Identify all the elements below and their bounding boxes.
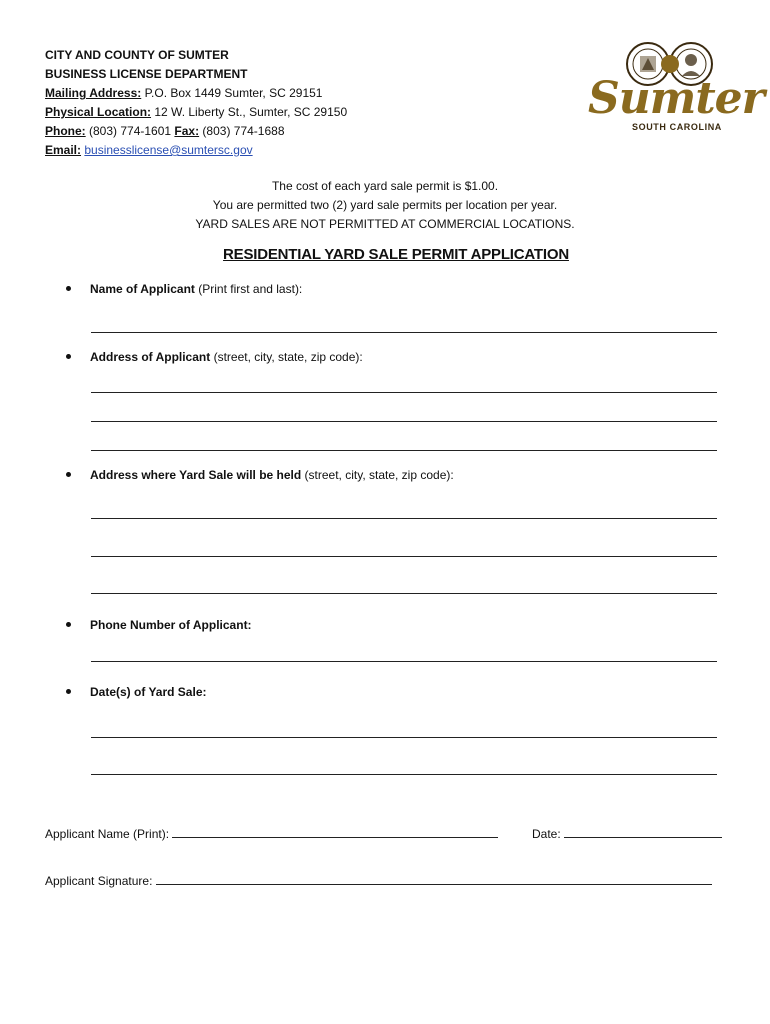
logo-wordmark: Sumter: [588, 73, 764, 124]
fax-value: (803) 774-1688: [199, 124, 285, 138]
phone-value: (803) 774-1601: [85, 124, 175, 138]
applicant-address-line-2[interactable]: [91, 421, 717, 422]
yard-sale-dates-line-2[interactable]: [91, 774, 717, 775]
mailing-address-value: P.O. Box 1449 Sumter, SC 29151: [141, 86, 323, 100]
email-link[interactable]: businesslicense@sumtersc.gov: [84, 143, 253, 157]
logo-subtitle: SOUTH CAROLINA: [632, 122, 722, 132]
bullet-icon: [66, 622, 71, 627]
yard-sale-dates-line-1[interactable]: [91, 737, 717, 738]
date-line[interactable]: [564, 825, 722, 838]
date-label: Date:: [532, 827, 565, 841]
field-label: Name of Applicant: [90, 282, 195, 296]
field-phone-number: [66, 617, 252, 633]
physical-location-label: Physical Location:: [45, 105, 152, 119]
bullet-icon: [66, 286, 71, 291]
email: [45, 141, 347, 160]
signature-line[interactable]: [156, 872, 712, 885]
permit-limit-notice: You are permitted two (2) yard sale permits per location per year.: [212, 198, 558, 212]
email-label: Email:: [45, 143, 82, 157]
physical-location: [45, 103, 347, 122]
applicant-name-line[interactable]: [91, 332, 717, 333]
mailing-address-label: Mailing Address:: [45, 86, 142, 100]
yard-sale-address-line-2[interactable]: [91, 556, 717, 557]
phone-number-line[interactable]: [91, 661, 717, 662]
applicant-name-print-row: [45, 825, 498, 842]
header-block: [45, 46, 347, 160]
field-label: Date(s) of Yard Sale:: [90, 685, 207, 699]
permit-cost-notice: The cost of each yard sale permit is $1.00.: [271, 179, 499, 193]
fax-label: Fax:: [174, 124, 200, 138]
form-title: RESIDENTIAL YARD SALE PERMIT APPLICATION: [223, 246, 569, 263]
sumter-logo: [588, 40, 764, 138]
field-hint: (Print first and last):: [194, 282, 303, 296]
field-yard-sale-address: [66, 467, 454, 483]
phone-label: Phone:: [45, 124, 86, 138]
applicant-address-line-1[interactable]: [91, 392, 717, 393]
bullet-icon: [66, 354, 71, 359]
field-name-of-applicant: [66, 281, 302, 297]
phone-fax: [45, 122, 347, 141]
field-label: Address where Yard Sale will be held: [90, 468, 302, 482]
applicant-address-line-3[interactable]: [91, 450, 717, 451]
applicant-name-print-line[interactable]: [172, 825, 498, 838]
field-label: Phone Number of Applicant:: [90, 618, 252, 632]
bullet-icon: [66, 472, 71, 477]
applicant-name-print-label: Applicant Name (Print):: [45, 827, 173, 841]
signature-row: [45, 872, 712, 889]
physical-location-value: 12 W. Liberty St., Sumter, SC 29150: [151, 105, 348, 119]
yard-sale-address-line-1[interactable]: [91, 518, 717, 519]
field-label: Address of Applicant: [90, 350, 211, 364]
date-row: [532, 825, 722, 842]
field-yard-sale-dates: [66, 684, 206, 700]
field-address-of-applicant: [66, 349, 363, 365]
signature-label: Applicant Signature:: [45, 874, 156, 888]
field-hint: (street, city, state, zip code):: [301, 468, 454, 482]
mailing-address: [45, 84, 347, 103]
field-hint: (street, city, state, zip code):: [210, 350, 363, 364]
commercial-location-notice: YARD SALES ARE NOT PERMITTED AT COMMERCIAL LOCATIONS.: [195, 217, 575, 231]
org-name: CITY AND COUNTY OF SUMTER: [45, 48, 229, 62]
yard-sale-address-line-3[interactable]: [91, 593, 717, 594]
department-name: BUSINESS LICENSE DEPARTMENT: [45, 67, 248, 81]
bullet-icon: [66, 689, 71, 694]
